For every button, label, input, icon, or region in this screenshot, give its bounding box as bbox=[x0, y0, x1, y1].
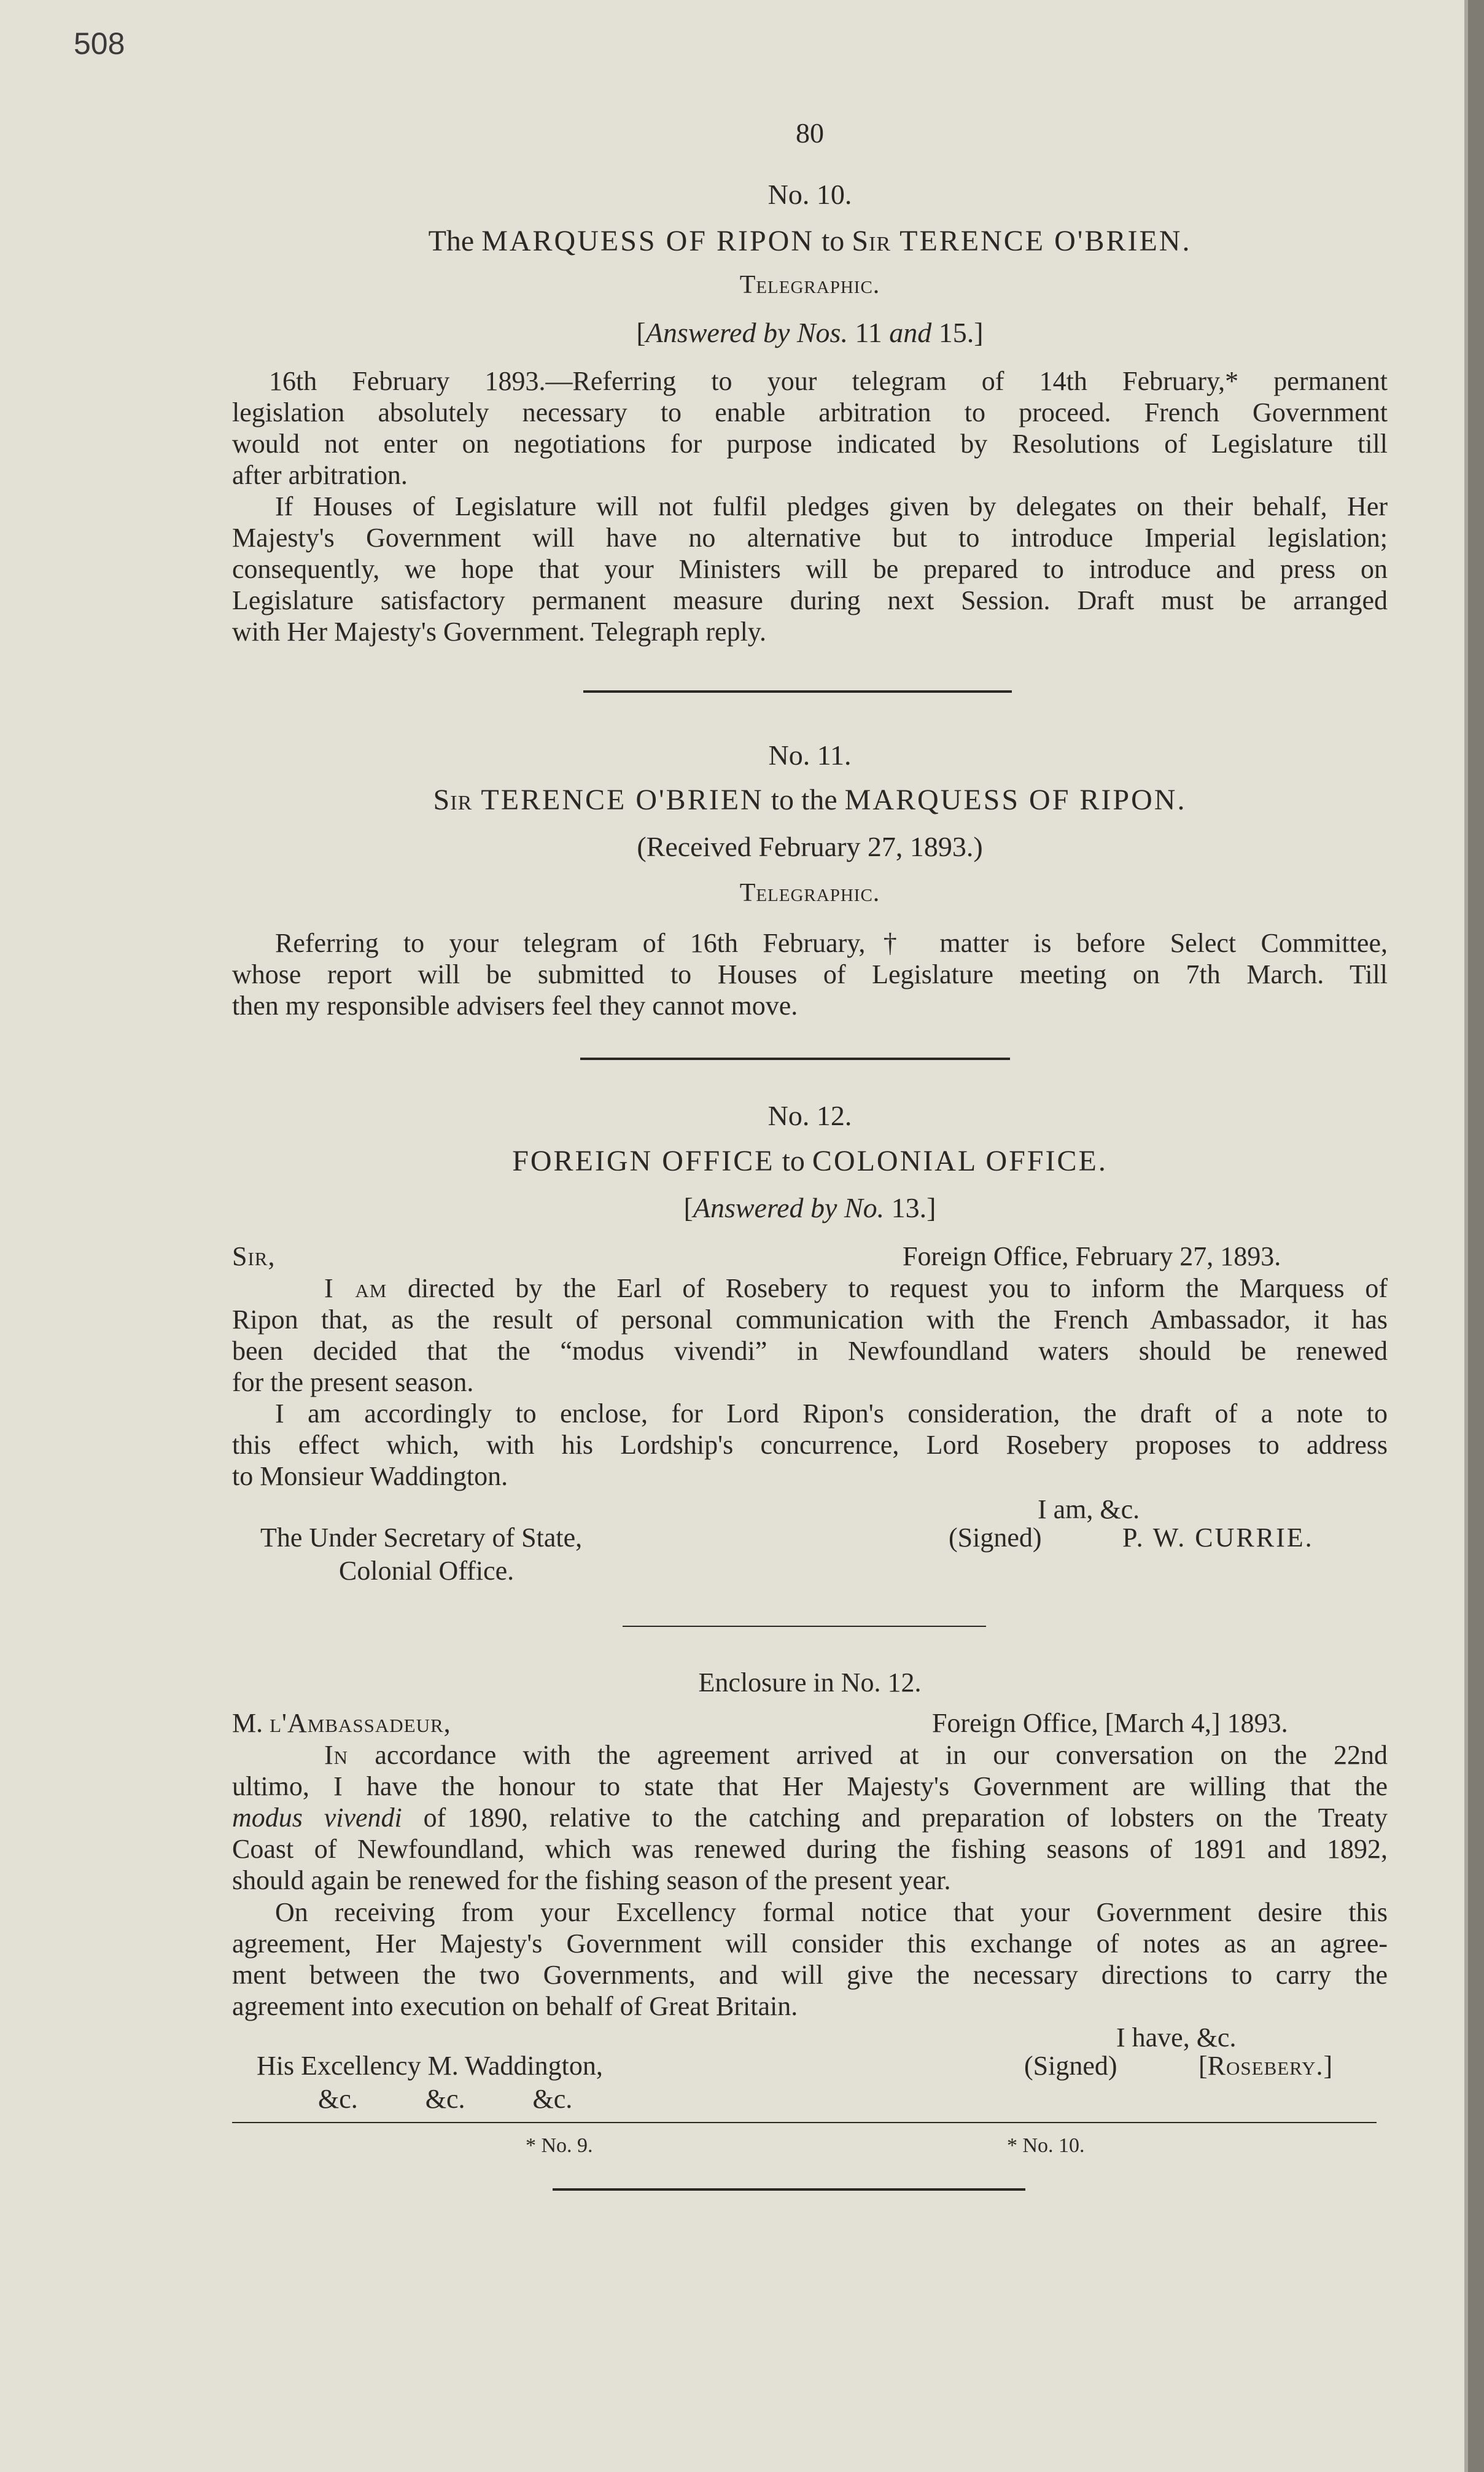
footnote-left: * No. 9. bbox=[526, 2134, 593, 2157]
section-number: No. 12. bbox=[767, 1100, 852, 1131]
footnote-rule bbox=[232, 2122, 1377, 2123]
letter-paragraph-2: I am accordingly to enclose, for Lord Ripon's consideration, the draft of a note to this effect which, with his Lordship's concurrence, Lord Rosebery proposes to address to Monsieur Waddington. bbox=[232, 1398, 1388, 1491]
footnote-right: * No. 10. bbox=[1007, 2134, 1085, 2157]
answered-note: [Answered by Nos. 11 and 15.] bbox=[636, 317, 984, 348]
telegraphic-label: Telegraphic. bbox=[739, 271, 880, 299]
scan-page-number: 508 bbox=[74, 26, 125, 61]
salutation: M. l'Ambassadeur, bbox=[232, 1708, 451, 1738]
note-paragraph-1: In accordance with the agreement arrived at in our conversation on the 22nd ultimo, I have the honour to state that Her Majesty's Government are willing that the modus vivendi of 1890, relative to the catching and preparation of lobsters on the Treaty Coast of Newfoundland, which was renewed during the fishing seasons of 1891 and 1892, should again be renewed for the fishing season of the present year. bbox=[232, 1740, 1388, 1895]
section-divider bbox=[580, 1058, 1010, 1060]
section-heading: Sir TERENCE O'BRIEN to the MARQUESS OF RIPON. bbox=[433, 784, 1187, 816]
section-heading: FOREIGN OFFICE to COLONIAL OFFICE. bbox=[512, 1145, 1108, 1177]
signed-label: (Signed) bbox=[1024, 2051, 1117, 2081]
letter-paragraph-1: I am directed by the Earl of Rosebery to request you to inform the Marquess of Ripon that, as the result of personal communication with the French Ambassador, it has been decided that the “modus vivendi” in Newfoundland waters should be renewed for the present season. bbox=[232, 1273, 1388, 1397]
signer-name: [Rosebery.] bbox=[1198, 2051, 1333, 2081]
page-edge bbox=[1468, 0, 1484, 2472]
salutation: Sir, bbox=[232, 1241, 276, 1271]
note-paragraph-2: On receiving from your Excellency formal notice that your Government desire this agreement, Her Majesty's Government will consider this exchange of notes as an agree- ment between the two Governments, and will give the necessary directions to carry the agreement into execution on behalf of Great Britain. bbox=[232, 1897, 1388, 2021]
section-heading: The MARQUESS OF RIPON to Sir TERENCE O'BRIEN. bbox=[428, 225, 1192, 257]
addressee-line-2: Colonial Office. bbox=[339, 1556, 515, 1586]
enclosure-divider bbox=[623, 1626, 986, 1627]
telegraphic-label: Telegraphic. bbox=[739, 879, 880, 907]
document-page-number: 80 bbox=[796, 117, 824, 149]
closing: I am, &c. bbox=[1038, 1494, 1140, 1524]
dateline: Foreign Office, [March 4,] 1893. bbox=[932, 1708, 1288, 1738]
telegram-paragraph-2: If Houses of Legislature will not fulfil pledges given by delegates on their behalf, Her Majesty's Government will have no alternative but to introduce Imperial legislation; consequently, we hope that your Ministers will be prepared to introduce and press on Legislature satisfactory permanent measure during next Session. Draft must be arranged with Her Majesty's Government. Telegraph reply. bbox=[232, 491, 1388, 647]
answered-note: [Answered by No. 13.] bbox=[683, 1192, 936, 1223]
addressee-line-2: &c. &c. &c. bbox=[318, 2084, 573, 2114]
received-date: (Received February 27, 1893.) bbox=[637, 831, 983, 862]
closing: I have, &c. bbox=[1116, 2022, 1237, 2053]
enclosure-heading: Enclosure in No. 12. bbox=[698, 1667, 922, 1698]
addressee-line-1: His Excellency M. Waddington, bbox=[257, 2051, 603, 2081]
signed-label: (Signed) bbox=[949, 1523, 1042, 1553]
telegram-paragraph-1: 16th February 1893.—Referring to your telegram of 14th February,* permanent legislation absolutely necessary to enable arbitration to proceed. French Government would not enter on negotiations for purpose indicated by Resolutions of Legislature till after arbitration. bbox=[232, 366, 1388, 490]
section-number: No. 10. bbox=[767, 179, 852, 210]
dateline: Foreign Office, February 27, 1893. bbox=[903, 1241, 1281, 1271]
section-number: No. 11. bbox=[768, 739, 852, 771]
end-rule bbox=[553, 2188, 1025, 2191]
signer-name: P. W. CURRIE. bbox=[1122, 1523, 1314, 1553]
addressee-line-1: The Under Secretary of State, bbox=[260, 1523, 583, 1553]
telegram-paragraph: Referring to your telegram of 16th February,† matter is before Select Committee, whose report will be submitted to Houses of Legislature meeting on 7th March. Till then my responsible advisers feel they cannot move. bbox=[232, 928, 1388, 1021]
section-divider bbox=[583, 690, 1012, 693]
